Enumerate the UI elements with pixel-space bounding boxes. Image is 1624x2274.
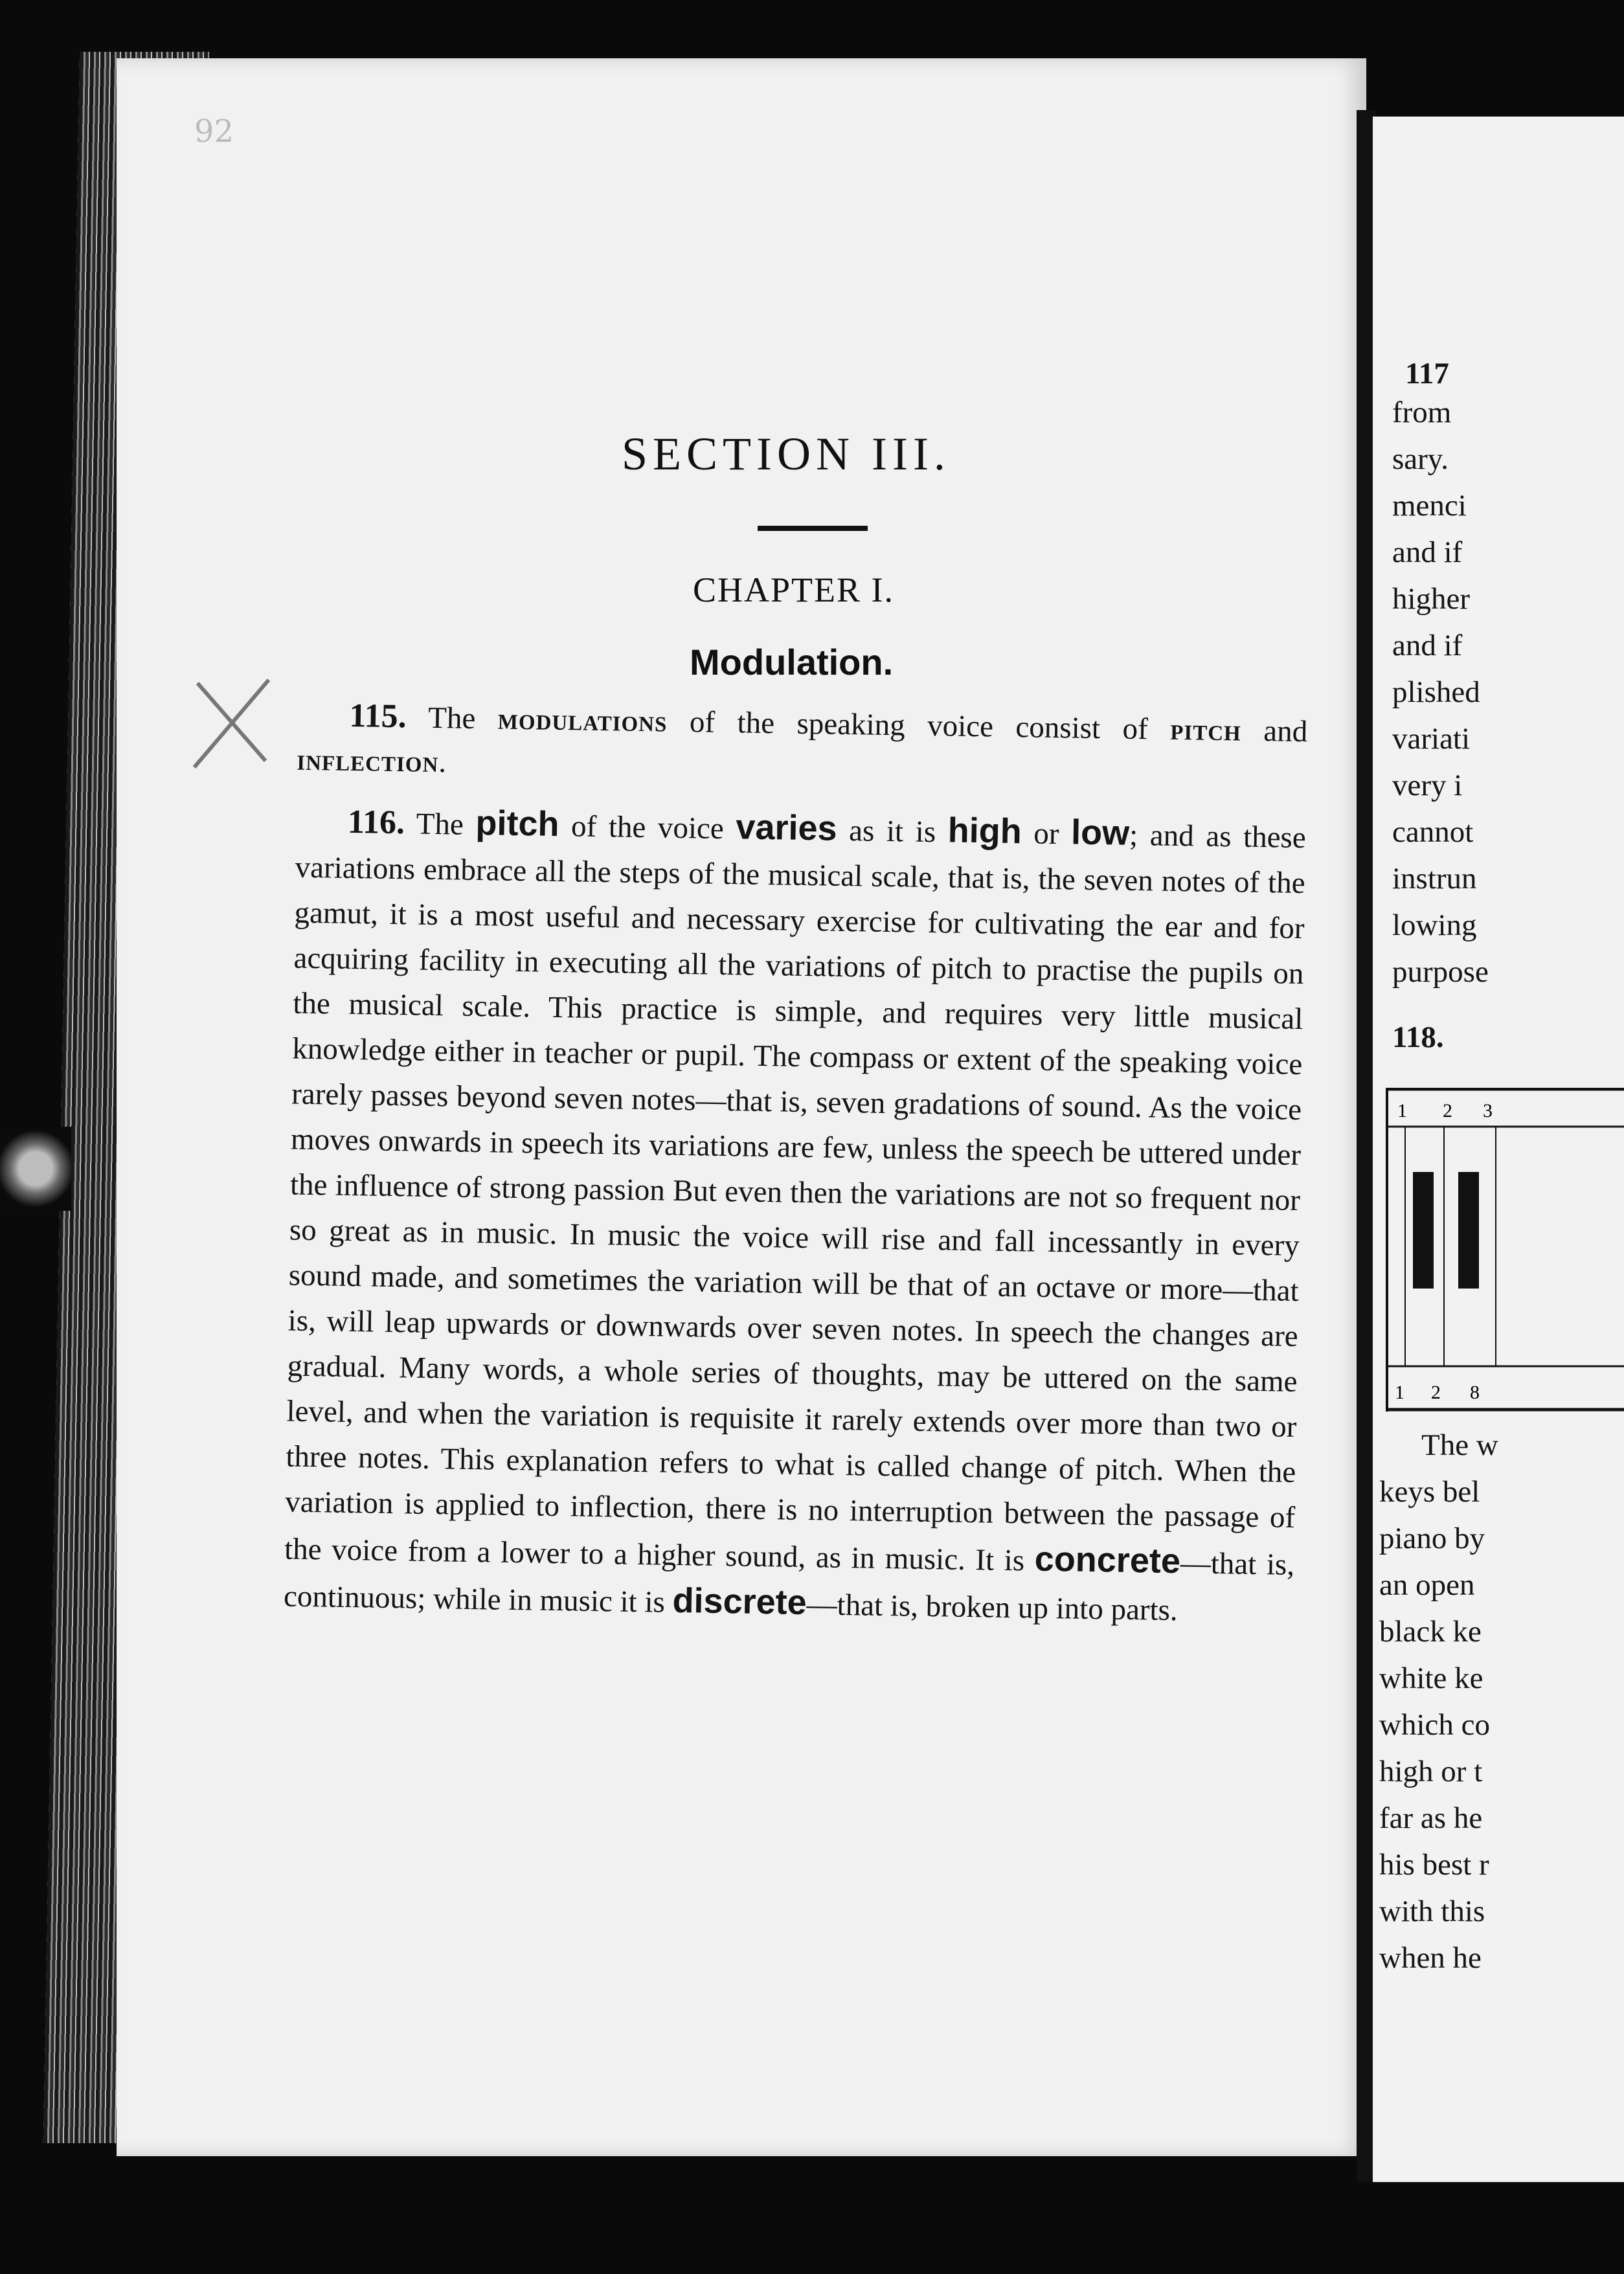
right-page-line: lowing	[1392, 908, 1477, 942]
right-page-line: his best r	[1379, 1848, 1489, 1882]
right-page-line: instrun	[1392, 862, 1477, 895]
emphasis-term: low	[1070, 813, 1130, 853]
right-page-line: purpose	[1392, 955, 1489, 989]
text-run: —that is, continuous; while in music it is	[283, 1546, 1295, 1619]
right-page-line: keys bel	[1379, 1475, 1480, 1509]
body-text	[258, 693, 1308, 1635]
right-page-line: when he	[1379, 1941, 1482, 1975]
right-page-line: white ke	[1379, 1661, 1483, 1695]
paragraph-116	[284, 798, 1307, 1635]
text-run: and	[1241, 714, 1308, 749]
right-page-line: 117	[1405, 357, 1449, 390]
text-run: ; and as these variations embrace all the steps of the musical scale, that is, the seven notes of the gamut, it is a most useful and necessary exercise for cultivating the ear and for acquiring facility in executing all the variations of pitch to practise the pupils on the musical scale. This practice is simple, and requires very little musical knowledge either in teacher or pupil. The compass or extent of the speaking voice rarely passes beyond seven notes—that is, seven gradations of sound. As the voice moves onwards in speech its variations are few, unless the speech be uttered under the influence of strong passion But even then the variations are not so frequent nor so great as in music. In music the voice will rise and fall incessantly in every sound made, and sometimes the variation will be that of an octave or more—that is, will leap upwards or downwards over seven notes. In speech the changes are gradual. Many words, a whole series of thoughts, may be uttered on the same level, and when the variation is requisite it rarely extends over more than two or three notes. This explanation refers to what is called change of pitch. When the variation is applied to inflection, there is no interruption between the passage of the voice from a lower to a higher sound, as in music. It is	[284, 818, 1307, 1578]
text-run: —that is, broken up into parts.	[806, 1588, 1179, 1628]
emphasis-term: pitch	[475, 803, 560, 844]
paragraph-number: 115.	[349, 697, 407, 736]
right-page-section-number: 118.	[1392, 1020, 1444, 1054]
right-page-line: black ke	[1379, 1615, 1482, 1649]
black-key	[1458, 1172, 1479, 1289]
key-label-top-3: 3	[1483, 1100, 1493, 1121]
right-page-line: variati	[1392, 722, 1471, 756]
right-page-line: and if	[1392, 535, 1463, 569]
chapter-title: CHAPTER I.	[693, 570, 895, 609]
right-page-line: with this	[1379, 1895, 1485, 1928]
right-page-line: piano by	[1379, 1522, 1485, 1555]
right-page-line: high or t	[1379, 1755, 1483, 1788]
small-caps-term: pitch	[1169, 712, 1242, 748]
right-page-line: very i	[1392, 769, 1463, 802]
emphasis-term: high	[947, 811, 1022, 851]
right-page-line: cannot	[1392, 815, 1474, 849]
text-run: as it is	[837, 813, 949, 850]
key-label-bottom-3: 8	[1470, 1382, 1480, 1403]
section-title: SECTION III.	[622, 428, 951, 480]
key-label-bottom-1: 1	[1395, 1382, 1404, 1403]
right-page	[1373, 117, 1624, 2182]
margin-stain	[0, 1127, 71, 1211]
small-caps-term: modulations	[497, 702, 668, 739]
text-run: of the voice	[559, 809, 736, 846]
faint-page-number: 92	[194, 113, 234, 150]
paragraph-number: 116.	[347, 803, 405, 842]
right-page-line: an open	[1379, 1568, 1475, 1602]
piano-keyboard-diagram	[1386, 1088, 1624, 1412]
emphasis-term: varies	[735, 807, 838, 848]
right-page-line: menci	[1392, 489, 1467, 523]
text-run: The	[406, 701, 499, 736]
pencil-cross-mark	[188, 670, 278, 774]
paragraph-115	[297, 693, 1308, 798]
black-key	[1413, 1172, 1434, 1289]
key-label-bottom-2: 2	[1431, 1382, 1441, 1403]
emphasis-term: discrete	[672, 1581, 807, 1623]
right-page-line: The w	[1421, 1428, 1498, 1462]
right-page-line: and if	[1392, 629, 1463, 662]
small-caps-term: inflection	[296, 743, 439, 780]
key-label-top-2: 2	[1443, 1100, 1452, 1121]
right-page-line: plished	[1392, 675, 1480, 709]
right-page-line: higher	[1392, 582, 1471, 616]
text-run: .	[438, 745, 447, 780]
title-rule	[758, 526, 868, 531]
chapter-heading: Modulation.	[690, 642, 894, 682]
text-run: or	[1021, 816, 1072, 851]
right-page-line: from	[1392, 396, 1452, 429]
text-run: of the speaking voice consist of	[667, 704, 1171, 747]
key-label-top-1: 1	[1397, 1100, 1407, 1121]
right-page-line: which co	[1379, 1708, 1490, 1742]
right-page-line: sary.	[1392, 442, 1449, 476]
right-page-line: far as he	[1379, 1801, 1483, 1835]
text-run: The	[404, 807, 476, 842]
emphasis-term: concrete	[1034, 1539, 1181, 1581]
